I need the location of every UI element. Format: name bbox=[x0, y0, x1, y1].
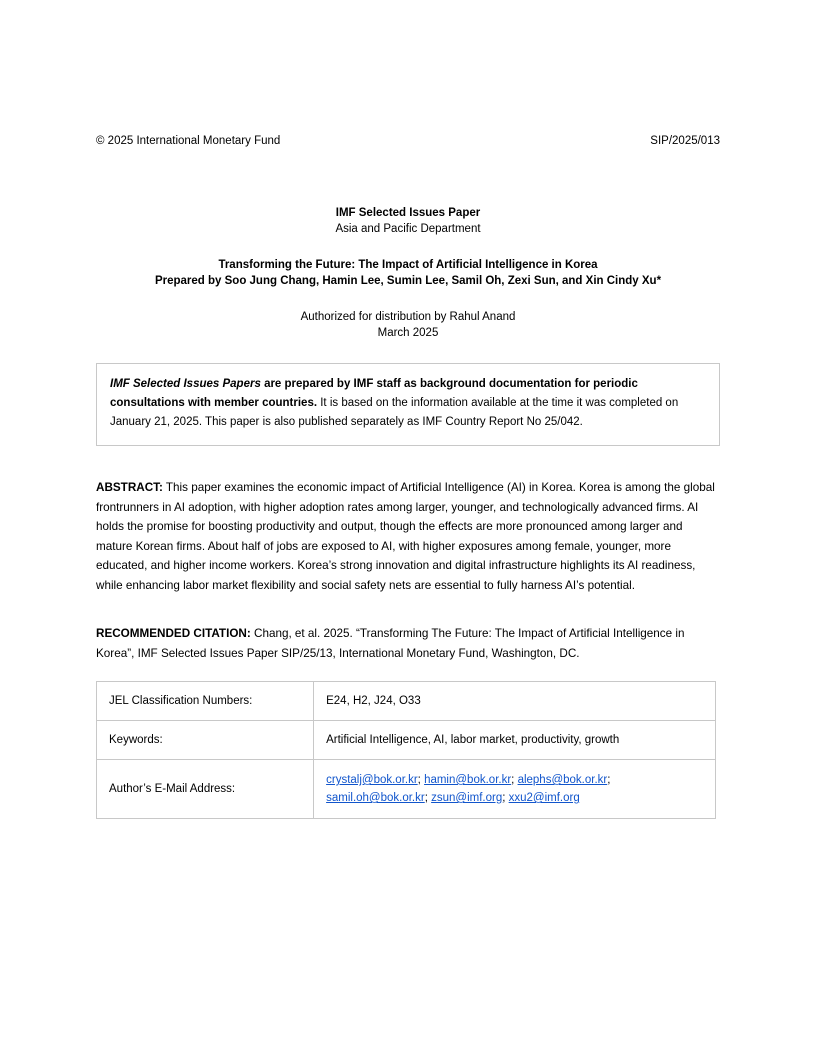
jel-value: E24, H2, J24, O33 bbox=[314, 682, 716, 721]
email-value: crystalj@bok.or.kr; hamin@bok.or.kr; alephs@bok.or.kr; samil.oh@bok.or.kr; zsun@imf.org; xxu2@imf.org bbox=[314, 760, 716, 819]
citation-paragraph bbox=[96, 624, 720, 663]
email-label: Author’s E-Mail Address: bbox=[97, 760, 314, 819]
paper-authors: Prepared by Soo Jung Chang, Hamin Lee, Sumin Lee, Samil Oh, Zexi Sun, and Xin Cindy Xu* bbox=[154, 275, 662, 287]
paper-title: Transforming the Future: The Impact of Artificial Intelligence in Korea bbox=[218, 259, 598, 271]
email-link-6[interactable]: xxu2@imf.org bbox=[508, 792, 580, 804]
note-rest: It is based on the information available at the time it was completed on January 21, 2025. This paper is also published separately as IMF Country Report No 25/042. bbox=[110, 397, 679, 428]
department-name: Asia and Pacific Department bbox=[335, 223, 481, 235]
note-box bbox=[96, 363, 720, 446]
abstract-paragraph bbox=[96, 478, 720, 595]
email-link-4[interactable]: samil.oh@bok.or.kr bbox=[326, 792, 425, 804]
authorized-by: Authorized for distribution by Rahul Anand bbox=[300, 311, 516, 323]
table-row bbox=[97, 721, 716, 760]
email-link-3[interactable]: alephs@bok.or.kr bbox=[517, 774, 608, 786]
note-lead: IMF Selected Issues Papers bbox=[110, 378, 261, 390]
copyright-line: © 2025 International Monetary Fund bbox=[96, 135, 281, 147]
note-bold-tail: are prepared by IMF staff as background documentation for periodic consultations with member countries. bbox=[110, 378, 638, 409]
keywords-value: Artificial Intelligence, AI, labor market, productivity, growth bbox=[314, 721, 716, 760]
citation-label: RECOMMENDED CITATION: bbox=[96, 627, 251, 640]
email-link-5[interactable]: zsun@imf.org bbox=[431, 792, 503, 804]
publication-date: March 2025 bbox=[377, 327, 439, 339]
keywords-label: Keywords: bbox=[97, 721, 314, 760]
abstract-label: ABSTRACT: bbox=[96, 481, 163, 494]
email-link-2[interactable]: hamin@bok.or.kr bbox=[424, 774, 512, 786]
title-block bbox=[96, 205, 720, 341]
document-number: SIP/2025/013 bbox=[650, 135, 720, 147]
series-title: IMF Selected Issues Paper bbox=[335, 207, 481, 219]
table-row bbox=[97, 682, 716, 721]
table-row bbox=[97, 760, 716, 819]
citation-text: Chang, et al. 2025. “Transforming The Future: The Impact of Artificial Intelligence in Korea”, IMF Selected Issues Paper SIP/25/13, International Monetary Fund, Washington, DC. bbox=[96, 627, 685, 660]
jel-label: JEL Classification Numbers: bbox=[97, 682, 314, 721]
page-header bbox=[96, 133, 720, 149]
abstract-text: This paper examines the economic impact of Artificial Intelligence (AI) in Korea. Korea is among the global frontrunners in AI adoption, with higher adoption rates among larger, younger, and technologically advanced firms. AI holds the promise for boosting productivity and output, though the effects are more pronounced among larger and mature Korean firms. About half of jobs are exposed to AI, with higher exposures among female, younger, more educated, and higher income workers. Korea’s strong innovation and digital infrastructure highlights its AI readiness, while enhancing labor market flexibility and social safety nets are essential to fully harness AI’s potential. bbox=[96, 481, 715, 592]
metadata-table bbox=[96, 681, 716, 819]
email-link-1[interactable]: crystalj@bok.or.kr bbox=[326, 774, 418, 786]
